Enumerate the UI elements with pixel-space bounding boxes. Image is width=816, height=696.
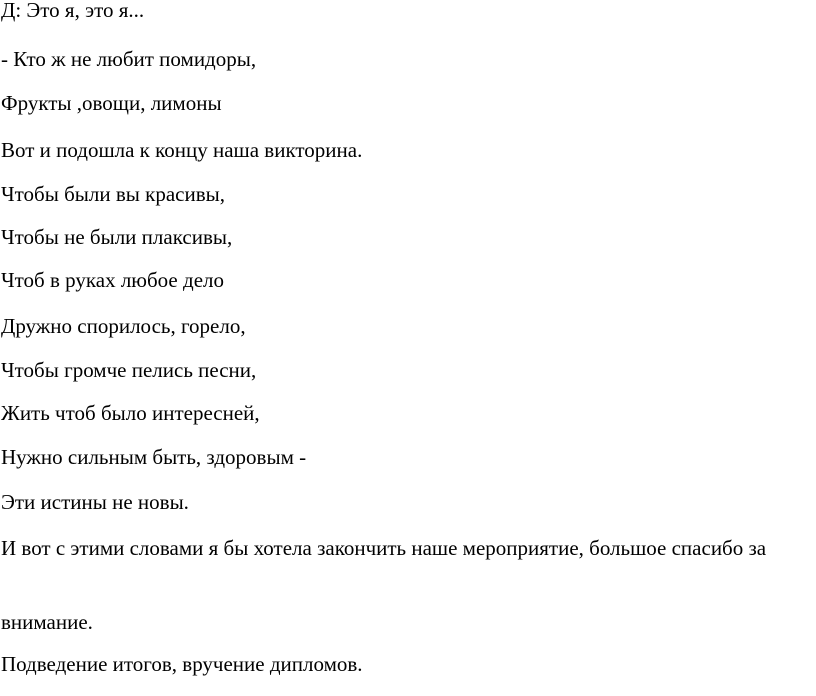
text-line-10: Жить чтоб было интересней, xyxy=(1,401,260,425)
text-line-2: - Кто ж не любит помидоры, xyxy=(1,47,257,71)
text-line-5: Чтобы были вы красивы, xyxy=(1,182,225,206)
text-line-8: Дружно спорилось, горело, xyxy=(1,314,246,338)
text-line-4: Вот и подошла к концу наша викторина. xyxy=(1,138,363,162)
text-line-14: внимание. xyxy=(1,610,93,634)
text-paragraph-closing: И вот с этими словами я бы хотела закончить наше мероприятие, большое спасибо за xyxy=(1,536,767,560)
text-line-3: Фрукты ,овощи, лимоны xyxy=(1,91,222,115)
text-line-6: Чтобы не были плаксивы, xyxy=(1,225,233,249)
text-line-11: Нужно сильным быть, здоровым - xyxy=(1,445,307,469)
text-line-7: Чтоб в руках любое дело xyxy=(1,268,224,292)
text-line-1: Д: Это я, это я... xyxy=(1,0,145,22)
text-line-12: Эти истины не новы. xyxy=(1,490,189,514)
text-line-9: Чтобы громче пелись песни, xyxy=(1,358,257,382)
text-line-15: Подведение итогов, вручение дипломов. xyxy=(1,652,363,676)
